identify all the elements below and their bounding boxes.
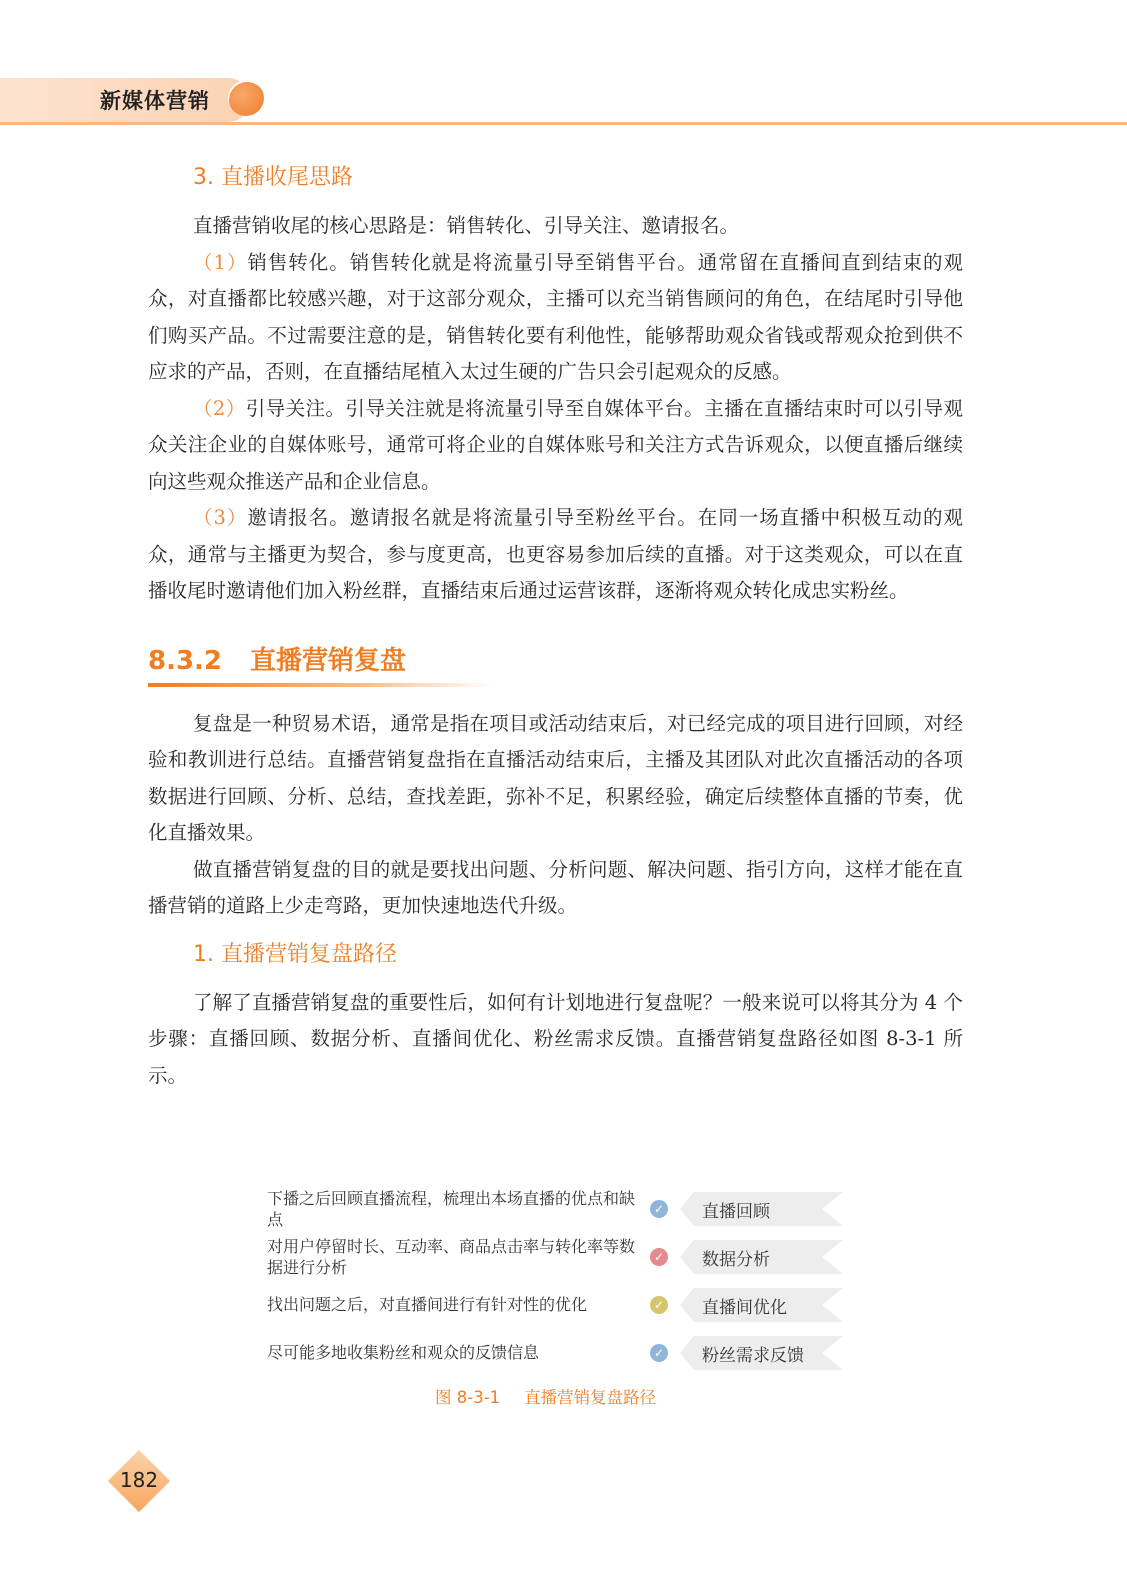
page-number: 182	[119, 1468, 159, 1492]
main-content	[148, 160, 963, 1094]
subsection-3-title: 3. 直播收尾思路	[193, 165, 353, 190]
paragraph-text: 引导关注。引导关注就是将流量引导至自媒体平台。主播在直播结束时可以引导观众关注企业的自媒体账号，通常可将企业的自媒体账号和关注方式告诉观众，以便直播后继续向这些观众推送产品和企业信息。	[148, 396, 963, 493]
paragraph-sales-conversion	[148, 245, 963, 391]
step-label: 数据分析	[702, 1250, 770, 1270]
paragraph-invite-signup	[148, 500, 963, 610]
section-number: 8.3.2	[148, 645, 223, 676]
header-title: 新媒体营销	[100, 89, 210, 113]
figure-step	[260, 1284, 860, 1326]
page-number-badge	[108, 1450, 170, 1512]
check-icon: ✓	[650, 1344, 668, 1362]
step-description: 尽可能多地收集粉丝和观众的反馈信息	[267, 1343, 540, 1362]
step-label: 直播间优化	[702, 1298, 787, 1318]
section-title	[148, 640, 406, 677]
caption-number: 图 8-3-1	[435, 1388, 501, 1407]
caption-title: 直播营销复盘路径	[524, 1388, 657, 1407]
paragraph-review-purpose: 做直播营销复盘的目的就是要找出问题、分析问题、解决问题、指引方向，这样才能在直播营销的道路上少走弯路，更加快速地迭代升级。	[148, 857, 963, 917]
item-number-1: （1）	[193, 250, 248, 274]
item-number-2: （2）	[193, 396, 246, 420]
header-rule	[0, 122, 1127, 125]
section-text: 直播营销复盘	[250, 645, 407, 676]
check-icon: ✓	[650, 1296, 668, 1314]
step-tag	[680, 1240, 843, 1274]
step-description: 下播之后回顾直播流程，梳理出本场直播的优点和缺点	[267, 1189, 636, 1229]
step-label: 直播回顾	[702, 1202, 770, 1222]
step-label: 粉丝需求反馈	[702, 1346, 804, 1366]
header-circle-ornament	[228, 80, 264, 116]
paragraph-text: 销售转化。销售转化就是将流量引导至销售平台。通常留在直播间直到结束的观众，对直播都比较感兴趣，对于这部分观众，主播可以充当销售顾问的角色，在结尾时引导他们购买产品。不过需要注意的是，销售转化要有利他性，能够帮助观众省钱或帮观众抢到供不应求的产品，否则，在直播结尾植入太过生硬的广告只会引起观众的反感。	[148, 250, 963, 383]
check-icon: ✓	[650, 1248, 668, 1266]
figure-step	[260, 1236, 860, 1278]
paragraph-intro: 直播营销收尾的核心思路是：销售转化、引导关注、邀请报名。	[193, 214, 740, 237]
paragraph-review-definition: 复盘是一种贸易术语，通常是指在项目或活动结束后，对已经完成的项目进行回顾，对经验和教训进行总结。直播营销复盘指在直播活动结束后，主播及其团队对此次直播活动的各项数据进行回顾、分析、总结，查找差距，弥补不足，积累经验，确定后续整体直播的节奏，优化直播效果。	[148, 711, 963, 844]
section-underline	[148, 683, 493, 687]
step-description: 找出问题之后，对直播间进行有针对性的优化	[267, 1295, 588, 1314]
step-tag	[680, 1336, 843, 1370]
step-description: 对用户停留时长、互动率、商品点击率与转化率等数据进行分析	[267, 1237, 636, 1277]
paragraph-review-path: 了解了直播营销复盘的重要性后，如何有计划地进行复盘呢？一般来说可以将其分为 4 个步骤：直播回顾、数据分析、直播间优化、粉丝需求反馈。直播营销复盘路径如图 8-3-1 所示。	[148, 990, 963, 1087]
step-tag	[680, 1192, 843, 1226]
figure-caption	[435, 1384, 656, 1408]
paragraph-text: 邀请报名。邀请报名就是将流量引导至粉丝平台。在同一场直播中积极互动的观众，通常与主播更为契合，参与度更高，也更容易参加后续的直播。对于这类观众，可以在直播收尾时邀请他们加入粉丝群，直播结束后通过运营该群，逐渐将观众转化成忠实粉丝。	[148, 506, 963, 602]
paragraph-guide-follow	[148, 391, 963, 501]
figure-step	[260, 1332, 860, 1374]
check-icon: ✓	[650, 1200, 668, 1218]
figure-step	[260, 1188, 860, 1230]
step-tag	[680, 1288, 843, 1322]
page-header	[0, 78, 1127, 126]
item-number-3: （3）	[193, 506, 248, 529]
section-heading	[148, 632, 963, 692]
subsection-1-title: 1. 直播营销复盘路径	[193, 941, 397, 967]
